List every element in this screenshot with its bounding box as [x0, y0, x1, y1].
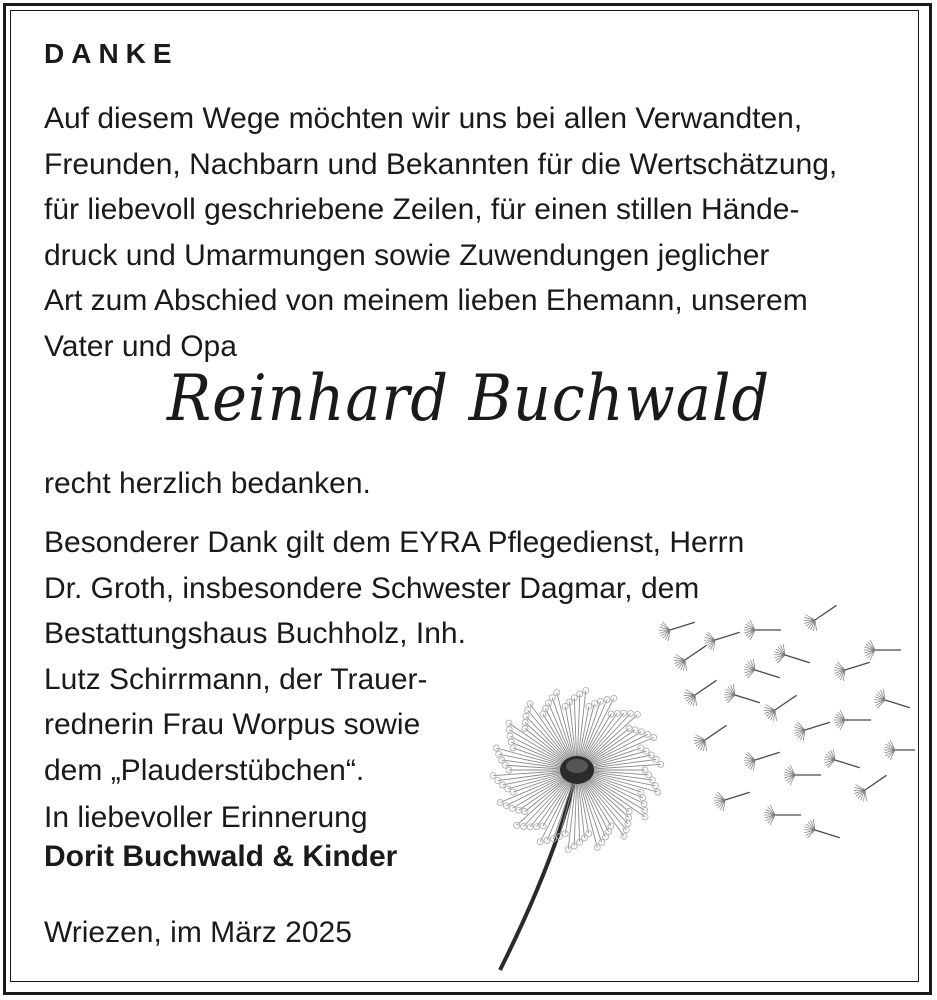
seed-stalk [755, 752, 780, 760]
seed-pappus [685, 660, 687, 671]
dandelion-tuft [632, 727, 638, 733]
seed [694, 725, 727, 751]
place-date: Wriezen, im März 2025 [44, 916, 352, 949]
seed [834, 662, 870, 681]
dandelion-tuft [546, 700, 552, 706]
dandelion-tuft [643, 748, 649, 754]
seed [804, 819, 840, 838]
dandelion-tuft [540, 711, 546, 717]
dandelion-tuft [510, 745, 516, 751]
dandelion-tuft [527, 824, 533, 830]
dandelion-tuft [598, 698, 604, 704]
seed [884, 740, 915, 760]
seed [744, 620, 781, 640]
special-thanks-line: Besonderer Dank gilt dem EYRA Pflegedienst, Herrn [44, 526, 745, 559]
seed [854, 775, 887, 801]
dandelion-tuft [621, 710, 627, 716]
dandelion-tuft [614, 710, 620, 716]
intro-line: für liebevoll geschriebene Zeilen, für einen stillen Hände- [44, 193, 800, 226]
seed [864, 640, 901, 660]
dandelion-tuft [534, 824, 540, 830]
seed-stalk [735, 695, 760, 703]
flying-seeds [659, 605, 915, 838]
seed-stalk [815, 830, 840, 838]
seed-stalk [685, 645, 707, 660]
seed [824, 749, 860, 768]
dandelion-tuft [554, 690, 560, 696]
intro-line: Art zum Abschied von meinem lieben Ehemann, unserem [44, 284, 808, 317]
dandelion-tuft [611, 695, 617, 701]
intro-line: druck und Umarmungen sowie Zuwendungen jeglicher [44, 238, 770, 272]
seed-pappus [815, 620, 817, 631]
dandelion-tuft [634, 712, 640, 718]
deceased-name: Reinhard Buchwald [166, 362, 771, 436]
seed-stalk [845, 662, 870, 670]
seed [764, 695, 797, 721]
intro-line: Vater und Opa [44, 329, 237, 363]
seed-stalk [705, 725, 727, 740]
seed [744, 752, 780, 771]
dandelion-tuft [497, 800, 503, 806]
seed [784, 765, 821, 785]
thanks-line: recht herzlich bedanken. [44, 467, 371, 500]
dandelion-tuft [505, 786, 511, 792]
signature: Dorit Buchwald & Kinder [44, 840, 398, 873]
seed-pappus [865, 790, 867, 801]
seed [774, 644, 810, 663]
seed-stalk [725, 792, 750, 800]
seed-stalk [835, 760, 860, 768]
heading: DANKE [44, 38, 179, 69]
seed-stalk [885, 700, 910, 708]
seed [724, 684, 760, 703]
intro-paragraph [44, 96, 904, 369]
dandelion-tuft [623, 827, 629, 833]
dandelion-tuft [638, 789, 644, 795]
special-thanks-line: dem „Plauderstübchen“. [44, 753, 365, 787]
special-thanks-line: Dr. Groth, insbesondere Schwester Dagmar, dem [44, 571, 700, 605]
dandelion-icon [455, 600, 915, 980]
dandelion-tuft [603, 834, 609, 840]
seed [714, 792, 750, 811]
special-thanks-line: rednerin Frau Worpus sowie [44, 708, 421, 741]
dandelion-head-highlight [566, 759, 588, 773]
dandelion-tuft [642, 814, 648, 820]
dandelion-tuft [608, 711, 614, 717]
dandelion-tuft [625, 821, 631, 827]
seed-stalk [755, 670, 780, 678]
dandelion-tuft [651, 735, 657, 741]
dandelion-tuft [537, 839, 543, 845]
seed [674, 645, 707, 671]
seed [659, 622, 695, 641]
dandelion-tuft [523, 713, 529, 719]
seed [874, 689, 910, 708]
seed-stalk [865, 775, 887, 790]
seed [744, 659, 780, 678]
dandelion-tuft [540, 823, 546, 829]
dandelion-tuft [527, 701, 533, 707]
dandelion-tuft [493, 745, 499, 751]
seed-pappus [775, 710, 777, 721]
seed [764, 805, 801, 825]
intro-line: Freunden, Nachbarn und Bekannten für die Wertschätzung, [44, 147, 838, 181]
special-thanks-line: Bestattungshaus Buchholz, Inh. [44, 617, 466, 650]
seed-stalk [815, 605, 837, 620]
seed-stalk [670, 622, 695, 630]
seed-pappus [705, 740, 707, 751]
seed [704, 632, 740, 651]
seed-pappus [695, 695, 697, 706]
seed-stalk [715, 632, 740, 640]
dandelion-tuft [591, 701, 597, 707]
dandelion-tuft [655, 789, 661, 795]
dandelion-tuft [608, 823, 614, 829]
seed [834, 710, 871, 730]
dandelion-tuft [506, 720, 512, 726]
special-thanks-line: Lutz Schirrmann, der Trauer- [44, 662, 428, 696]
seed [684, 680, 717, 706]
dandelion-tuft [503, 803, 509, 809]
dandelion-tuft [594, 844, 600, 850]
closing-line: In liebevoller Erinnerung [44, 801, 368, 834]
seed-stalk [695, 680, 717, 695]
dandelion-tuft [514, 822, 520, 828]
dandelion-tuft [525, 707, 531, 713]
seed-stalk [805, 722, 830, 730]
dandelion-tuft [516, 807, 522, 813]
dandelion-tuft [621, 833, 627, 839]
seed [794, 722, 830, 741]
seed-stalk [785, 655, 810, 663]
intro-line: Auf diesem Wege möchten wir uns bei allen Verwandten, [44, 102, 803, 135]
seed-stalk [775, 695, 797, 710]
seed [804, 605, 837, 631]
